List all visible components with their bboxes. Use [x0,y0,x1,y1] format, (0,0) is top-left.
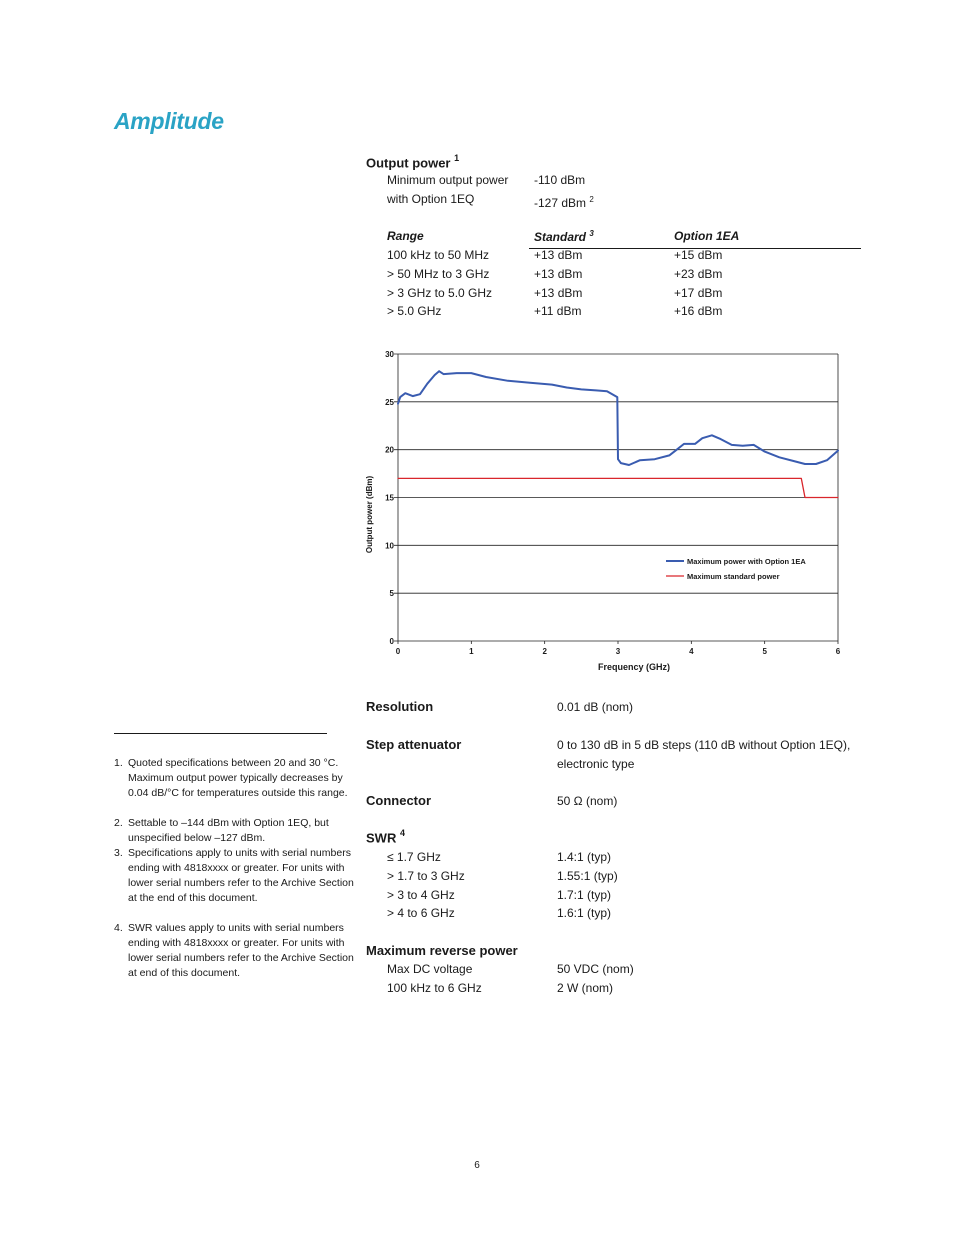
x-tick-label: 6 [835,647,841,656]
step-attenuator-value-line1: 0 to 130 dB in 5 dB steps (110 dB without Option 1EQ), [557,738,851,752]
footnote-text: Quoted specifications between 20 and 30 °C. Maximum output power typically decreases by 0.04 dB/°C for temperatures outside this range. [128,757,348,799]
swr-title-text: SWR [366,830,397,846]
output-power-title-text: Output power [366,155,451,171]
table-header-standard-note: 3 [589,229,594,238]
y-tick-label: 25 [385,397,394,407]
step-attenuator-label: Step attenuator [366,737,462,752]
y-tick-label: 10 [385,541,394,551]
footnote [114,816,354,846]
swr-title [366,829,405,845]
footnote-number: 4. [114,922,123,934]
table-row-range: > 3 GHz to 5.0 GHz [387,286,493,300]
swr-row-label: > 3 to 4 GHz [387,888,455,902]
footnote [114,846,354,906]
table-row-range: > 5.0 GHz [387,304,442,318]
table-row-option: +15 dBm [674,248,723,262]
x-tick-label: 0 [395,647,401,656]
table-header-standard [534,229,594,244]
output-power-title [366,154,459,170]
min-output-power-value: -110 dBm [534,173,586,187]
reverse-power-range-label: 100 kHz to 6 GHz [387,981,482,995]
y-axis-label: Output power (dBm) [365,475,374,554]
step-attenuator-value-line2: electronic type [557,757,635,771]
table-row-option: +16 dBm [674,304,723,318]
max-dc-voltage-label: Max DC voltage [387,962,473,976]
x-tick-label: 2 [542,647,547,656]
table-header-standard-text: Standard [534,230,587,244]
y-tick-label: 15 [385,493,394,503]
swr-row-value: 1.4:1 (typ) [557,850,612,864]
y-tick-label: 30 [385,350,394,359]
swr-note: 4 [399,828,405,838]
resolution-value: 0.01 dB (nom) [557,700,634,714]
footnote-divider [114,733,327,734]
swr-row-label: > 4 to 6 GHz [387,906,455,920]
x-axis-label: Frequency (GHz) [597,662,671,672]
reverse-power-range-value: 2 W (nom) [557,981,614,995]
x-tick-label: 4 [689,647,694,656]
swr-row-label: > 1.7 to 3 GHz [387,869,465,883]
page-number: 6 [474,1160,480,1171]
min-output-power-label: Minimum output power [387,173,509,187]
footnote [114,921,354,981]
option-1eq-value: -127 dBm [534,196,587,210]
option-1eq-note: 2 [589,195,594,204]
x-tick-label: 3 [615,647,621,656]
option-1eq-value-wrap [534,192,594,211]
swr-row-value: 1.7:1 (typ) [557,888,612,902]
table-row-standard: +13 dBm [534,267,583,281]
footnote [114,756,354,801]
table-row-standard: +13 dBm [534,286,583,300]
max-reverse-power-title: Maximum reverse power [366,943,518,958]
y-tick-label: 20 [385,445,394,455]
footnote-number: 2. [114,817,123,829]
footnote-number: 3. [114,847,123,859]
table-row-standard: +11 dBm [534,304,582,318]
table-row-range: > 50 MHz to 3 GHz [387,267,490,281]
swr-row-label: ≤ 1.7 GHz [387,850,441,864]
legend-label: Maximum standard power [687,572,780,581]
swr-row-value: 1.6:1 (typ) [557,906,612,920]
footnote-number: 1. [114,757,123,769]
output-power-note: 1 [454,153,460,163]
table-row-range: 100 kHz to 50 MHz [387,248,490,262]
y-tick-label: 5 [389,589,394,599]
connector-value: 50 Ω (nom) [557,794,618,808]
page-heading: Amplitude [114,108,224,134]
max-dc-voltage-value: 50 VDC (nom) [557,962,634,976]
resolution-label: Resolution [366,699,434,714]
table-row-option: +23 dBm [674,267,723,281]
option-1eq-label: with Option 1EQ [387,192,475,206]
connector-label: Connector [366,793,431,808]
table-header-range: Range [387,229,424,243]
x-tick-label: 1 [469,647,474,656]
table-row-option: +17 dBm [674,286,723,300]
footnote-text: Settable to –144 dBm with Option 1EQ, but unspecified below –127 dBm. [128,817,329,844]
footnote-text: SWR values apply to units with serial numbers ending with 4818xxxx or greater. For units with lower serial numbers refer to the Archive Section at end of this document. [128,922,354,979]
y-tick-label: 0 [389,637,394,646]
legend-label: Maximum power with Option 1EA [687,557,806,566]
table-row-standard: +13 dBm [534,248,583,262]
output-power-chart [360,340,850,675]
x-tick-label: 5 [762,647,767,656]
series-line [398,478,838,497]
footnote-text: Specifications apply to units with serial numbers ending with 4818xxxx or greater. For units with lower serial numbers refer to the Archive Section at the end of this document. [128,847,354,904]
swr-row-value: 1.55:1 (typ) [557,869,618,883]
series-line [398,371,838,465]
table-header-option: Option 1EA [674,229,740,243]
